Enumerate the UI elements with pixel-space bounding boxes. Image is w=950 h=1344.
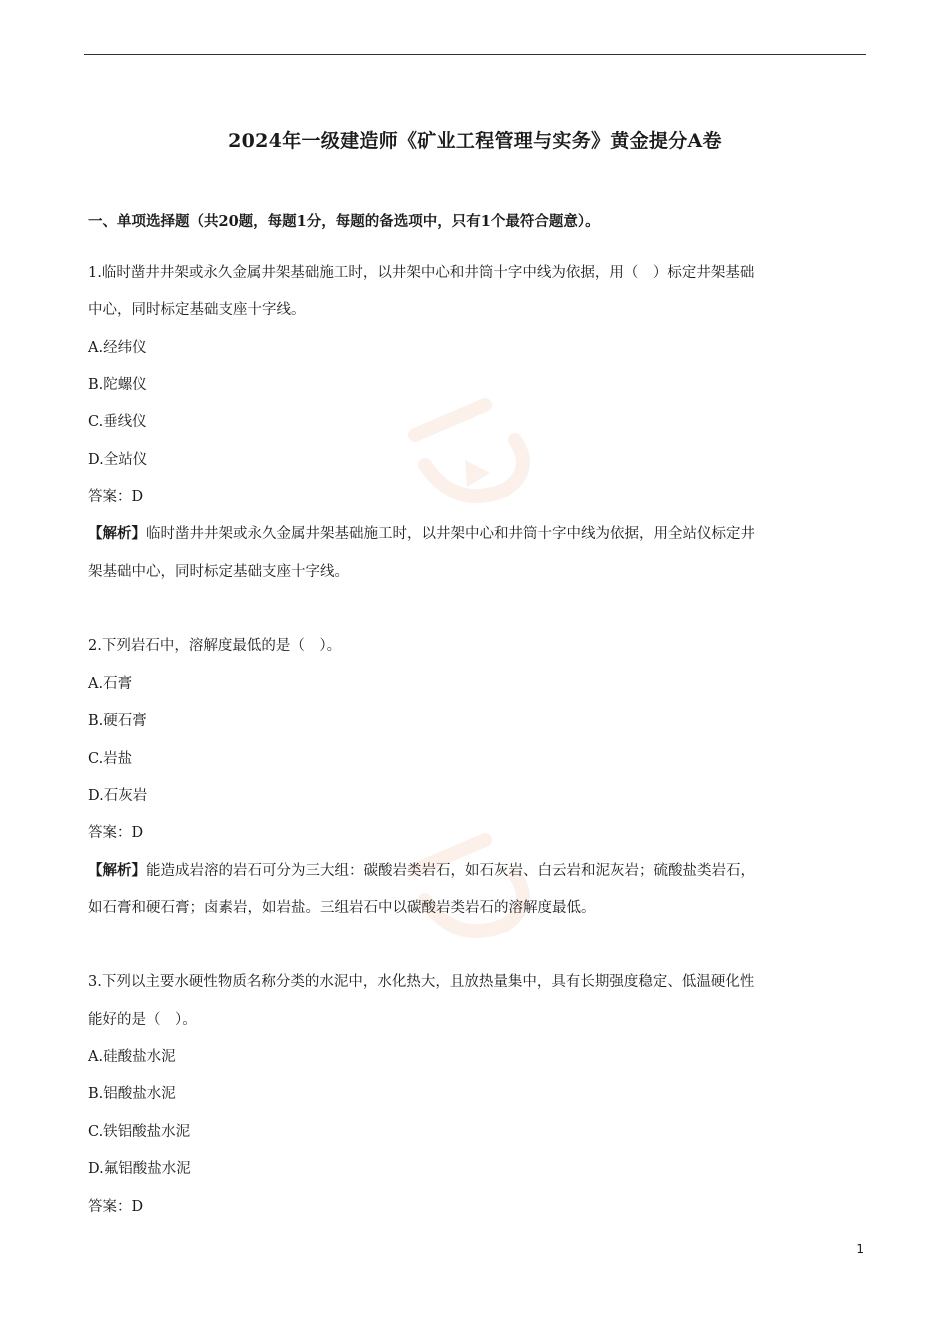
header-rule <box>84 54 866 55</box>
question-1-stem-line-1: 1.临时凿井井架或永久金属井架基础施工时，以井架中心和井筒十字中线为依据，用（ ）标定井架基础 <box>88 265 755 281</box>
question-3-option-a: A.硅酸盐水泥 <box>88 1049 176 1065</box>
question-2-option-b: B.硬石膏 <box>88 713 147 729</box>
question-3-stem-line-2: 能好的是（ ）。 <box>88 1012 197 1028</box>
question-1-answer: 答案：D <box>88 489 144 505</box>
question-1-analysis-line-1 <box>88 522 755 543</box>
question-1-option-d: D.全站仪 <box>88 452 148 468</box>
question-1-stem-line-2: 中心，同时标定基础支座十字线。 <box>88 302 306 318</box>
document-title: 2024年一级建造师《矿业工程管理与实务》黄金提分A卷 <box>228 130 722 152</box>
question-1-option-b: B.陀螺仪 <box>88 377 147 393</box>
watermark-logo <box>395 395 545 519</box>
question-3-answer: 答案：D <box>88 1199 144 1215</box>
question-2-option-d: D.石灰岩 <box>88 788 148 804</box>
question-1-analysis-line-2: 架基础中心，同时标定基础支座十字线。 <box>88 564 349 580</box>
question-3-option-b: B.铝酸盐水泥 <box>88 1086 176 1102</box>
section-heading: 一、单项选择题（共20题，每题1分，每题的备选项中，只有1个最符合题意）。 <box>88 213 600 230</box>
question-3-option-d: D.氟铝酸盐水泥 <box>88 1161 191 1177</box>
question-2-analysis-line-2: 如石膏和硬石膏；卤素岩，如岩盐。三组岩石中以碳酸岩类岩石的溶解度最低。 <box>88 900 596 916</box>
question-1-option-a: A.经纬仪 <box>88 340 147 356</box>
question-2-stem-line-1: 2.下列岩石中，溶解度最低的是（ ）。 <box>88 638 342 654</box>
question-2-answer: 答案：D <box>88 825 144 841</box>
question-1-option-c: C.垂线仪 <box>88 414 147 430</box>
question-3-stem-line-1: 3.下列以主要水硬性物质名称分类的水泥中，水化热大，且放热量集中，具有长期强度稳定、低温硬化性 <box>88 974 755 990</box>
analysis-label: 【解析】 <box>88 862 146 879</box>
analysis-text: 临时凿井井架或永久金属井架基础施工时，以井架中心和井筒十字中线为依据，用全站仪标定井 <box>146 526 755 542</box>
question-2-option-a: A.石膏 <box>88 676 133 692</box>
question-3-option-c: C.铁铝酸盐水泥 <box>88 1124 191 1140</box>
page-number: 1 <box>856 1242 864 1256</box>
watermark-logo-2 <box>395 820 545 954</box>
question-2-analysis-line-1 <box>88 859 755 880</box>
analysis-label: 【解析】 <box>88 525 146 542</box>
analysis-text: 能造成岩溶的岩石可分为三大组：碳酸岩类岩石，如石灰岩、白云岩和泥灰岩；硫酸盐类岩石， <box>146 863 755 879</box>
question-2-option-c: C.岩盐 <box>88 751 133 767</box>
